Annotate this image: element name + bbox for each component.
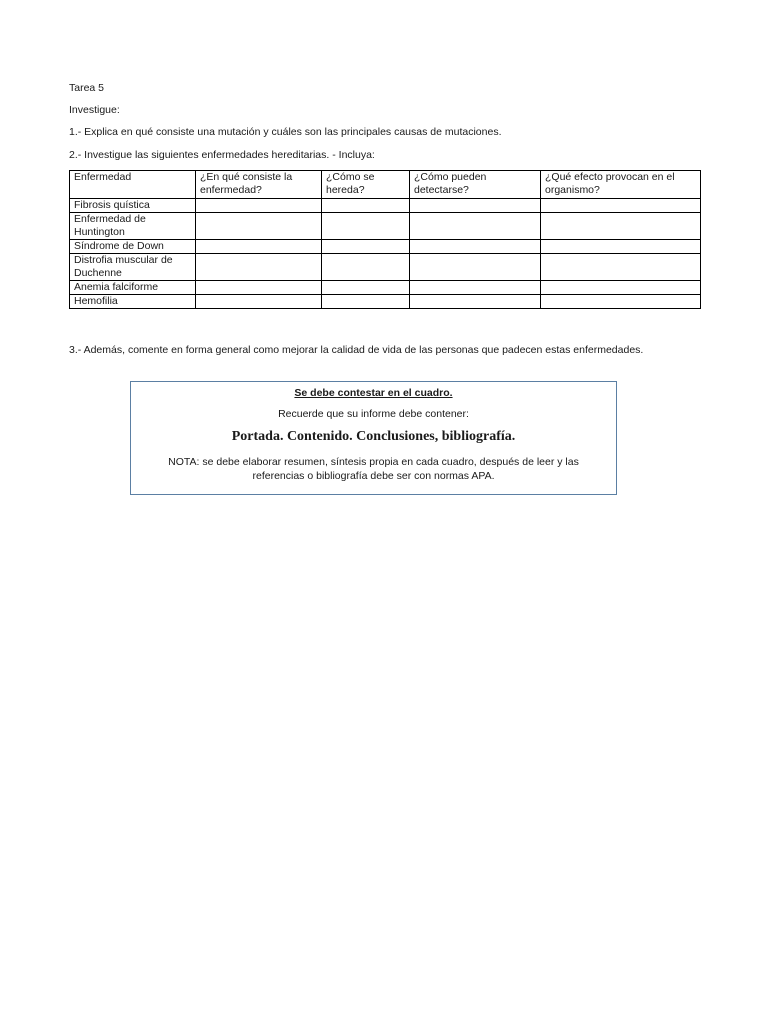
answer-cell[interactable] [322, 281, 410, 295]
answer-cell[interactable] [541, 213, 701, 240]
table-row [70, 240, 701, 254]
answer-cell[interactable] [196, 281, 322, 295]
answer-cell[interactable] [322, 213, 410, 240]
table-row [70, 213, 701, 240]
intro-line: Investigue: [69, 104, 120, 116]
disease-name: Fibrosis quística [70, 199, 196, 213]
header-como-detectarse: ¿Cómo pueden detectarse? [410, 171, 541, 199]
disease-name: Anemia falciforme [70, 281, 196, 295]
disease-name: Distrofia muscular de Duchenne [70, 254, 196, 281]
answer-cell[interactable] [196, 254, 322, 281]
header-en-que-consiste: ¿En qué consiste la enfermedad? [196, 171, 322, 199]
question-3: 3.- Además, comente en forma general como mejorar la calidad de vida de las personas que padecen estas enfermedades. [69, 343, 644, 356]
report-contents: Portada. Contenido. Conclusiones, bibliografía. [231, 429, 516, 444]
header-que-efecto: ¿Qué efecto provocan en el organismo? [541, 171, 701, 199]
answer-cell[interactable] [196, 199, 322, 213]
answer-cell[interactable] [410, 199, 541, 213]
table-header-row [70, 171, 701, 199]
answer-cell[interactable] [322, 295, 410, 309]
instructions-box [130, 381, 617, 495]
answer-cell[interactable] [541, 240, 701, 254]
instructions-note: NOTA: se debe elaborar resumen, síntesis propia en cada cuadro, después de leer y las referencias o bibliografía debe ser con normas APA. [168, 456, 579, 482]
disease-name: Síndrome de Down [70, 240, 196, 254]
answer-cell[interactable] [322, 199, 410, 213]
answer-cell[interactable] [541, 199, 701, 213]
table-row [70, 295, 701, 309]
answer-cell[interactable] [541, 254, 701, 281]
question-2: 2.- Investigue las siguientes enfermedades hereditarias. - Incluya: [69, 149, 375, 161]
question-1: 1.- Explica en qué consiste una mutación y cuáles son las principales causas de mutaciones. [69, 126, 502, 138]
answer-cell[interactable] [410, 295, 541, 309]
header-como-se-hereda: ¿Cómo se hereda? [322, 171, 410, 199]
header-enfermedad: Enfermedad [70, 171, 196, 199]
disease-name: Enfermedad de Huntington [70, 213, 196, 240]
disease-name: Hemofilia [70, 295, 196, 309]
answer-cell[interactable] [410, 213, 541, 240]
answer-cell[interactable] [541, 295, 701, 309]
diseases-table [69, 170, 701, 309]
instructions-heading: Se debe contestar en el cuadro. [294, 387, 453, 399]
table-row [70, 199, 701, 213]
table-row [70, 281, 701, 295]
answer-cell[interactable] [322, 254, 410, 281]
table-row [70, 254, 701, 281]
instructions-reminder: Recuerde que su informe debe contener: [278, 408, 469, 420]
answer-cell[interactable] [410, 254, 541, 281]
answer-cell[interactable] [541, 281, 701, 295]
answer-cell[interactable] [410, 240, 541, 254]
answer-cell[interactable] [196, 295, 322, 309]
document-title: Tarea 5 [69, 82, 105, 94]
answer-cell[interactable] [322, 240, 410, 254]
answer-cell[interactable] [410, 281, 541, 295]
answer-cell[interactable] [196, 213, 322, 240]
answer-cell[interactable] [196, 240, 322, 254]
